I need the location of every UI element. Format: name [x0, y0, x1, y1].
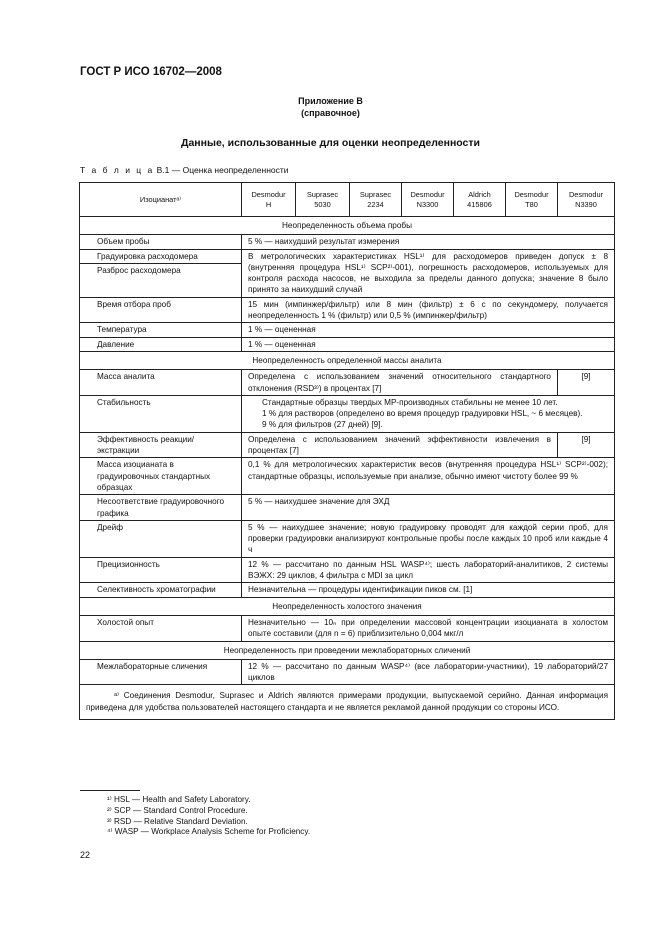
- product-header: Desmodur N3300: [402, 183, 454, 217]
- table-row: Дрейф 5 % — наихудшее значение; новую градуировку проводят для каждой серии проб, для проверки градуировки анализируют контрольные пробы после каждых 10 проб или каждые 4 ч: [80, 520, 615, 557]
- section-row: Неопределенность определенной массы аналита: [80, 351, 615, 369]
- table-row: Прецизионность 12 % — рассчитано по данным HSL WASP⁴⁾; шесть лабораторий-аналитиков, 2 системы ВЭЖХ: 29 циклов, 4 фильтра с MDI за цикл: [80, 557, 615, 583]
- section-row: Неопределенность при проведении межлабораторных сличений: [80, 641, 615, 659]
- product-header: Suprasec 5030: [296, 183, 350, 217]
- table-row: Время отбора проб 15 мин (импинжер/фильтр) или 8 мин (фильтр) ± 6 с по секундомеру, получается неопределенность 1 % (фильтр) или 0,5 % (импинжер/фильтр): [80, 297, 615, 323]
- page-number: 22: [80, 850, 91, 860]
- table-row: Масса изоцианата в градуировочных стандартных образцах 0,1 % для метрологических характеристик весов (внутренняя процедура HSL¹⁾ SCP²⁾-002); стандартные образцы, используемые при анализе, обычно имеют чистоту более 99 %: [80, 458, 615, 495]
- table-row: Температура 1 % — оцененная: [80, 323, 615, 337]
- table-caption-prefix: Т а б л и ц а: [80, 165, 155, 175]
- footnote: ²⁾ SCP — Standard Control Procedure.: [107, 805, 248, 815]
- document-header: ГОСТ Р ИСО 16702—2008: [80, 66, 222, 78]
- table-row: Селективность хроматографии Незначительна — процедуры идентификации пиков см. [1]: [80, 583, 615, 597]
- table-row: Объем пробы 5 % — наихудший результат измерения: [80, 235, 615, 249]
- footnote: ¹⁾ HSL — Health and Safety Laboratory.: [107, 795, 251, 804]
- table-note-row: [80, 685, 615, 720]
- table-row: Межлабораторные сличения 12 % — рассчитано по данным WASP⁴⁾ (все лаборатории-участники), 19 лабораторий/27 циклов: [80, 659, 615, 685]
- product-header: Desmodur T80: [506, 183, 558, 217]
- table-header-row: [80, 183, 615, 217]
- table-row: Эффективность реакции/ экстракции Определена с использованием значений эффективности извлечения в процентах [7] [9]: [80, 432, 615, 458]
- footnote: ⁴⁾ WASP — Workplace Analysis Scheme for Proficiency.: [107, 827, 311, 837]
- isocyanate-header: Изоцианатᵃ⁾: [80, 183, 242, 217]
- annex-title: Приложение В: [298, 96, 363, 106]
- section-row: Неопределенность холостого значения: [80, 597, 615, 615]
- table-row: Масса аналита Определена с использованием значений относительного стандартного отклонения (RSD³⁾) в процентах [7] [9]: [80, 370, 615, 396]
- table-row: Холостой опыт Незначительно — 10ₙ при определении массовой концентрации изоцианата в холостом опыте составили (для n = 6) приблизительно 0,004 мкг/л: [80, 615, 615, 641]
- table-caption: [80, 165, 289, 175]
- table-row: Несоответствие градуировочного графика 5 % — наихудшее значение для ЭХД: [80, 495, 615, 521]
- footnotes: [107, 795, 310, 838]
- uncertainty-table: [79, 182, 615, 720]
- product-header: Desmodur N3390: [558, 183, 615, 217]
- table-row: Стабильность Стандартные образцы твердых МР-производных стабильны не менее 10 лет. 1 % для растворов (определено во время процедур градуировки HSL, ~ 6 месяцев). 9 % для фильтров (27 дней) [9].: [80, 395, 615, 432]
- section-row: Неопределенность объема пробы: [80, 217, 615, 235]
- annex-subtitle: (справочное): [301, 108, 360, 118]
- table-note: ᵃ⁾ Соединения Desmodur, Suprasec и Aldrich являются примерами продукции, выпускаемой серийно. Данная информация приведена для удобства пользователей настоящего стандарта и не является рекламой данной продукции со стороны ИСО.: [80, 685, 615, 720]
- table-caption-text: В.1 — Оценка неопределенности: [156, 165, 289, 175]
- footnote: ³⁾ RSD — Relative Standard Deviation.: [107, 816, 248, 826]
- product-header: Suprasec 2234: [350, 183, 402, 217]
- table-row: Давление 1 % — оцененная: [80, 337, 615, 351]
- product-header: Desmodur H: [242, 183, 296, 217]
- table-row: Градуировка расходомера Разброс расходомера В метрологических характеристиках HSL¹⁾ для расходомеров приведен допуск ± 8 (внутренняя процедура HSL¹⁾ SCP²⁾-001), погрешность расходомеров, используемых для контроля расхода насосов, не выходила за пределы данного допуска; значение 8 было принято за наихудший случай: [80, 249, 615, 297]
- footnote-divider: [80, 790, 140, 791]
- page-title: Данные, использованные для оценки неопределенности: [180, 137, 480, 149]
- product-header: Aldrich 415806: [454, 183, 506, 217]
